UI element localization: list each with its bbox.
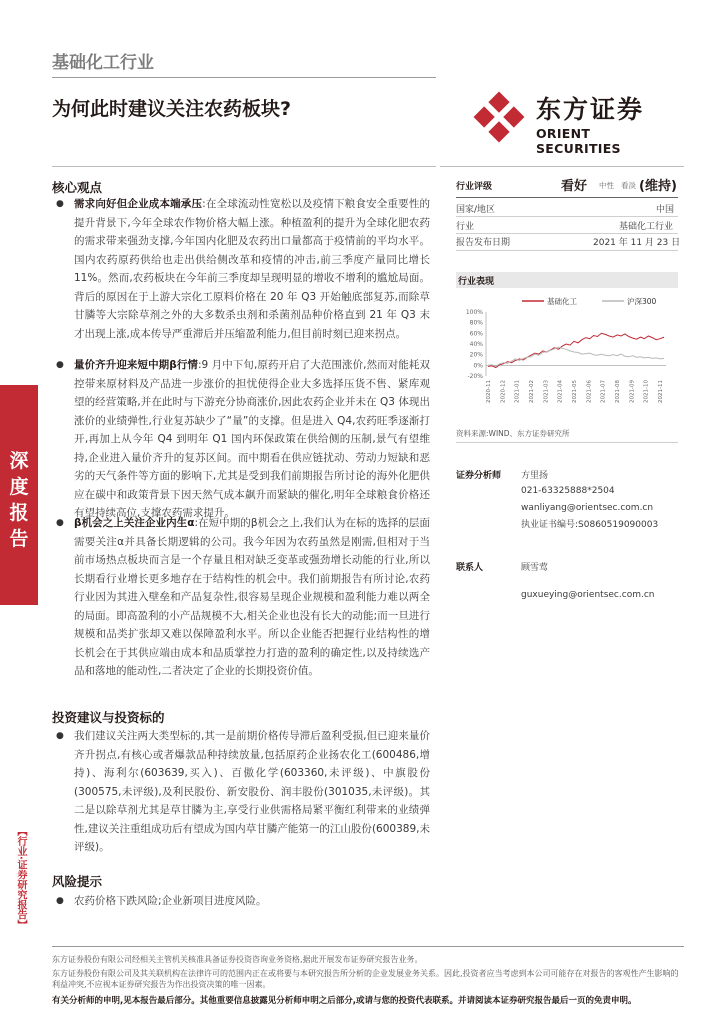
- y-tick-label: 0%: [473, 362, 483, 370]
- meta-industry-value: 基础化工行业: [619, 222, 674, 232]
- x-tick-label: 2021-03: [543, 380, 550, 403]
- bullet-icon: ●: [56, 360, 64, 370]
- side-vertical-label: 【行业·证券研究报告】: [15, 826, 26, 930]
- bullet-icon: ●: [56, 199, 64, 209]
- legend-label: 沪深300: [627, 297, 657, 306]
- analyst-label: 证券分析师: [456, 471, 502, 481]
- right-header-rule: [440, 166, 684, 167]
- chart-source: 资料来源:WIND、东方证券研究所: [456, 429, 570, 438]
- core-point-3-text: :在短中期的β机会之上,我们认为在标的选择的层面需要关注α并具备长期逻辑的公司。我今年因为农药虽然是刚需,但相对于当前市场热点板块而言是一个存量且相对缺乏变革或强劲增长动能的行业,所以长期看行业增长更多地存在于结构性的机会中。我们前期报告有所讨论,农药行业因为其进入壁垒和产品复杂性,很容易呈现企业规模和盈利能力难以两全的局面。即高盈利的小产品规模不大,相关企业也没有长大的动能;而一旦进行规模和品类扩张却又难以保障盈利水平。所以企业能否把握行业结构性的增长机会在于其供应端由成本和品质掌控力打造的盈利的确定性,以及持续选产品和落地的能动性,二者决定了企业的长期投资价值。: [74, 517, 430, 677]
- rating-divider: [456, 197, 678, 198]
- risk-text: 农药价格下跌风险;企业新项目进度风险。: [74, 895, 267, 907]
- meta-divider: [456, 250, 678, 251]
- footer-disclaimer: 有关分析师的申明,见本报告最后部分。其他重要信息披露见分析师申明之后部分,或请与您的投资代表联系。并请阅读本证券研究报告最后一页的免责申明。: [52, 996, 637, 1006]
- contact-label: 联系人: [456, 563, 484, 573]
- left-header-rule: [52, 166, 436, 167]
- x-tick-label: 2020-11: [486, 380, 492, 403]
- logo-chinese-name: 东方证券: [536, 95, 645, 124]
- legend-label: 基础化工: [547, 297, 577, 306]
- series-line-csi300: [488, 347, 664, 366]
- rating-label: 行业评级: [456, 182, 493, 192]
- logo-mark-icon: [468, 86, 530, 148]
- core-point-2-text: :9 月中下旬,原药开启了大范围涨价,然而对能耗双控带来原材料及产品进一步涨价的担忧使得企业大多选择压货不售、紧库观望的经营策略,并在此时与下游充分协商涨价,因此农药企业并未在 Q3 体现出涨价的业绩弹性,行业复苏缺少了“量”的支撑。但是进入 Q4,农药旺季逐渐打开,再加上从今年 Q4 到明年 Q1 国内环保政策在供给侧的压制,景气有望维持,企业进入量价齐升的复苏区间。而中期看在供应链扰动、劳动力短缺和恶劣的天气条件等方面的影响下,尤其是受到我们前期报告所讨论的海外化肥供应在碳中和政策背景下因天然气成本飙升而紧缺的催化,明年全球粮食价格还有望持续高位,支撑农药需求提升。: [74, 359, 431, 519]
- y-tick-label: 100%: [465, 309, 483, 316]
- x-tick-label: 2021-07: [600, 380, 607, 403]
- x-tick-label: 2021-09: [629, 380, 636, 403]
- y-tick-label: 40%: [469, 341, 483, 348]
- bullet-icon: ●: [56, 731, 64, 741]
- footer-divider: [52, 946, 684, 947]
- series-line-chemical: [488, 333, 664, 367]
- x-tick-label: 2020-12: [500, 380, 507, 403]
- meta-divider: [456, 216, 678, 217]
- core-point-1-text: :在全球流动性宽松以及疫情下粮食安全重要性的提升背景下,今年全球农作物价格大幅上涨。种植盈利的提升为全球化肥农药的需求带来强劲支撑,今年国内化肥及农药出口量都高于疫情前的平均水平。国内农药原药供给也走出供给侧改革和疫情的冲击,前三季度产量同比增长 11%。然而,农药板块在今年前三季度却呈现明显的增收不增利的尴尬局面。背后的原因在于上游大宗化工原料价格在 20 年 Q3 开始触底部复苏,而除草甘膦等大宗除草剂之外的大多数杀虫剂和杀菌剂品种价格直到 21 年 Q3 末才出现上涨,成本传导严重滞后并压缩盈利能力,但目前时刻已迎来拐点。: [74, 198, 430, 340]
- report-title: 为何此时建议关注农药板块?: [52, 98, 292, 120]
- meta-divider: [456, 233, 678, 234]
- core-heading: 核心观点: [52, 180, 103, 195]
- analyst-phone: 021-63325888*2504: [521, 486, 615, 496]
- meta-country-label: 国家/地区: [456, 205, 496, 215]
- rating-value: 看好: [561, 179, 588, 194]
- meta-date-value: 2021 年 11 月 23 日: [593, 238, 681, 248]
- rating-option-neutral: 中性: [599, 181, 614, 190]
- analyst-cert: 执业证书编号:S0860519090003: [521, 520, 659, 530]
- core-point-3: [74, 514, 430, 681]
- category-divider: [52, 77, 436, 78]
- core-point-1-title: 需求向好但企业成本端承压: [74, 198, 203, 210]
- x-tick-label: 2021-02: [529, 380, 535, 403]
- invest-heading: 投资建议与投资标的: [52, 710, 165, 725]
- y-tick-label: 20%: [469, 351, 483, 359]
- report-category: 基础化工行业: [52, 53, 154, 73]
- rating-option-bearish: 看淡: [621, 181, 636, 190]
- chart-divider: [456, 442, 678, 443]
- footer-line-2: 东方证券股份有限公司及其关联机构在法律许可的范围内正在或将要与本研究报告所分析的企业发展业务关系。因此,投资者应当考虑到本公司可能存在对报告的客观性产生影响的利益冲突,不应视本证券研究报告为作出投资决策的唯一因素。: [52, 969, 679, 989]
- meta-date-label: 报告发布日期: [456, 238, 511, 248]
- x-tick-label: 2021-11: [658, 380, 664, 403]
- analyst-email[interactable]: wanliyang@orientsec.com.cn: [521, 503, 654, 513]
- industry-performance-chart: [456, 292, 680, 410]
- contact-name: 顾雪莺: [521, 563, 549, 573]
- core-point-3-title: β机会之上关注企业内生α: [74, 517, 195, 529]
- x-tick-label: 2021-04: [557, 380, 564, 403]
- rating-status: (维持): [639, 179, 677, 194]
- x-tick-label: 2021-06: [586, 380, 593, 403]
- core-point-2: [74, 356, 430, 523]
- meta-industry-label: 行业: [456, 222, 475, 232]
- invest-text: 我们建议关注两大类型标的,其一是前期价格传导滞后盈利受损,但已迎来量价齐升拐点,有核心或者爆款品种持续放量,包括原药企业扬农化工(600486,增持)、海利尔(603639,买入)、百傲化学(603360,未评级)、中旗股份(300575,未评级),及利民股份、新安股份、润丰股份(301035,未评级)。其二是以除草剂尤其是草甘膦为主,享受行业供需格局紧平衡红利带来的业绩弹性,建议关注重组成功后有望成为国内草甘膦产能第一的江山股份(600389,未评级)。: [74, 730, 430, 853]
- x-tick-label: 2021-01: [514, 380, 521, 403]
- meta-country-value: 中国: [656, 205, 675, 215]
- bullet-icon: ●: [56, 518, 64, 528]
- perf-heading: 行业表现: [458, 277, 495, 287]
- analyst-name: 方里扬: [521, 471, 549, 481]
- bullet-icon: ●: [56, 896, 64, 906]
- risk-heading: 风险提示: [52, 874, 103, 889]
- core-point-2-title: 量价齐升迎来短中期β行情: [74, 359, 198, 371]
- contact-email[interactable]: guxueying@orientsec.com.cn: [521, 590, 655, 600]
- logo-english-name: ORIENT SECURITIES: [536, 126, 621, 156]
- side-tab-label: 深度报告: [9, 450, 29, 550]
- x-tick-label: 2021-10: [643, 380, 650, 403]
- y-tick-label: 80%: [469, 319, 483, 327]
- y-tick-label: -20%: [467, 373, 483, 380]
- x-tick-label: 2021-05: [572, 380, 578, 403]
- x-tick-label: 2021-08: [615, 380, 621, 403]
- core-point-1: [74, 195, 430, 343]
- orient-logo: [466, 86, 676, 156]
- y-tick-label: 60%: [469, 330, 483, 338]
- footer-line-1: 东方证券股份有限公司经相关主管机关核准具备证券投资咨询业务资格,据此开展发布证券研究报告业务。: [52, 955, 423, 964]
